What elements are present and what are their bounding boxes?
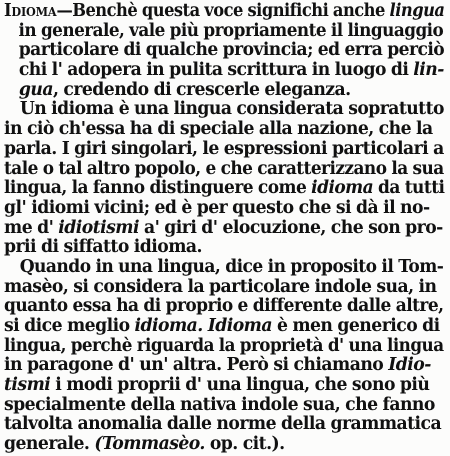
text-line <box>4 356 444 376</box>
text-line <box>4 435 444 455</box>
text-run: i modi proprii d' una lingua, che sono più <box>50 375 430 396</box>
text-run: Quando in una lingua, dice in proposito il Tom- <box>19 256 444 277</box>
text-run: in paragone d' un' altra. Però si chiamano <box>4 355 389 376</box>
text-line <box>4 178 445 199</box>
text-line <box>4 61 443 81</box>
text-line <box>4 317 444 337</box>
text-run: gl' idiomi vicini; ed è per questo che si dà il no- <box>4 197 430 218</box>
text-run: prii di siffatto idioma. <box>4 237 202 258</box>
italic-text-run: idioma. <box>134 316 203 336</box>
text-run: da tutti <box>373 178 445 199</box>
text-line <box>4 81 444 101</box>
text-line <box>4 40 445 61</box>
text-run: talvolta anomalia dalle norme della grammatica <box>4 414 442 435</box>
italic-text-run: lingua <box>389 1 445 21</box>
text-line <box>4 100 443 120</box>
text-run: me d' <box>4 217 59 238</box>
text-line <box>4 396 444 416</box>
entry-dash: — <box>56 1 73 21</box>
dictionary-entry-idioma <box>4 2 448 455</box>
text-line <box>4 158 444 180</box>
text-line <box>4 335 444 357</box>
text-run: quanto essa ha di proprio e differente dalle altre, <box>4 296 444 317</box>
text-run: op. cit.). <box>204 434 285 455</box>
text-line <box>4 199 444 219</box>
text-line <box>4 120 444 140</box>
text-line <box>4 278 444 298</box>
text-run: lingua, la fanno distinguere come <box>4 178 312 199</box>
text-line <box>4 376 444 396</box>
text-run: in generale, vale più propriamente il linguaggio <box>18 20 444 41</box>
text-line <box>4 219 444 239</box>
text-run: lingua, perchè riguarda la proprietà d' una lingua <box>4 335 444 356</box>
text-run: Un idioma è una lingua considerata sopratutto <box>19 99 444 120</box>
italic-text-run: (Tommasèo. <box>94 434 205 455</box>
italic-text-run: lin- <box>413 60 444 81</box>
text-run: , credendo di crescerle eleganza. <box>52 79 351 100</box>
text-run: Benchè questa voce significhi anche <box>72 1 390 21</box>
text-line <box>4 238 444 258</box>
italic-text-run: idioma <box>311 178 374 199</box>
text-run: parla. I giri singolari, le espressioni particolari a <box>4 138 444 159</box>
text-line <box>4 20 444 42</box>
italic-text-run: tismi <box>4 375 51 396</box>
text-run: specialmente della nativa indole sua, che fanno <box>4 394 435 415</box>
text-run: masèo, si considera la particolare indole sua, in <box>4 276 437 297</box>
text-run: è men generico di <box>271 316 440 336</box>
text-run: particolare di qualche provincia; ed erra perciò <box>18 40 445 61</box>
text-line <box>4 296 444 317</box>
text-run: in ciò ch'essa ha di speciale alla nazione, che la <box>4 119 433 140</box>
entry-headword: Idioma <box>4 1 57 21</box>
text-run: si dice meglio <box>4 316 135 336</box>
italic-text-run: gua <box>18 79 53 100</box>
text-line <box>4 1 445 22</box>
text-line <box>4 140 444 160</box>
text-run: a' giri d' elocuzione, che son pro- <box>139 217 443 238</box>
italic-text-run: idiotismi <box>58 217 140 238</box>
italic-text-run: Idio- <box>388 355 431 376</box>
text-run: generale. <box>4 434 95 455</box>
text-line <box>4 415 444 435</box>
text-line <box>4 256 444 278</box>
text-run: tale o tal altro popolo, e che caratterizzano la sua <box>4 158 444 179</box>
italic-text-run: Idioma <box>207 316 272 336</box>
text-run: chi l' adopera in pulita scrittura in luogo di <box>18 60 414 81</box>
